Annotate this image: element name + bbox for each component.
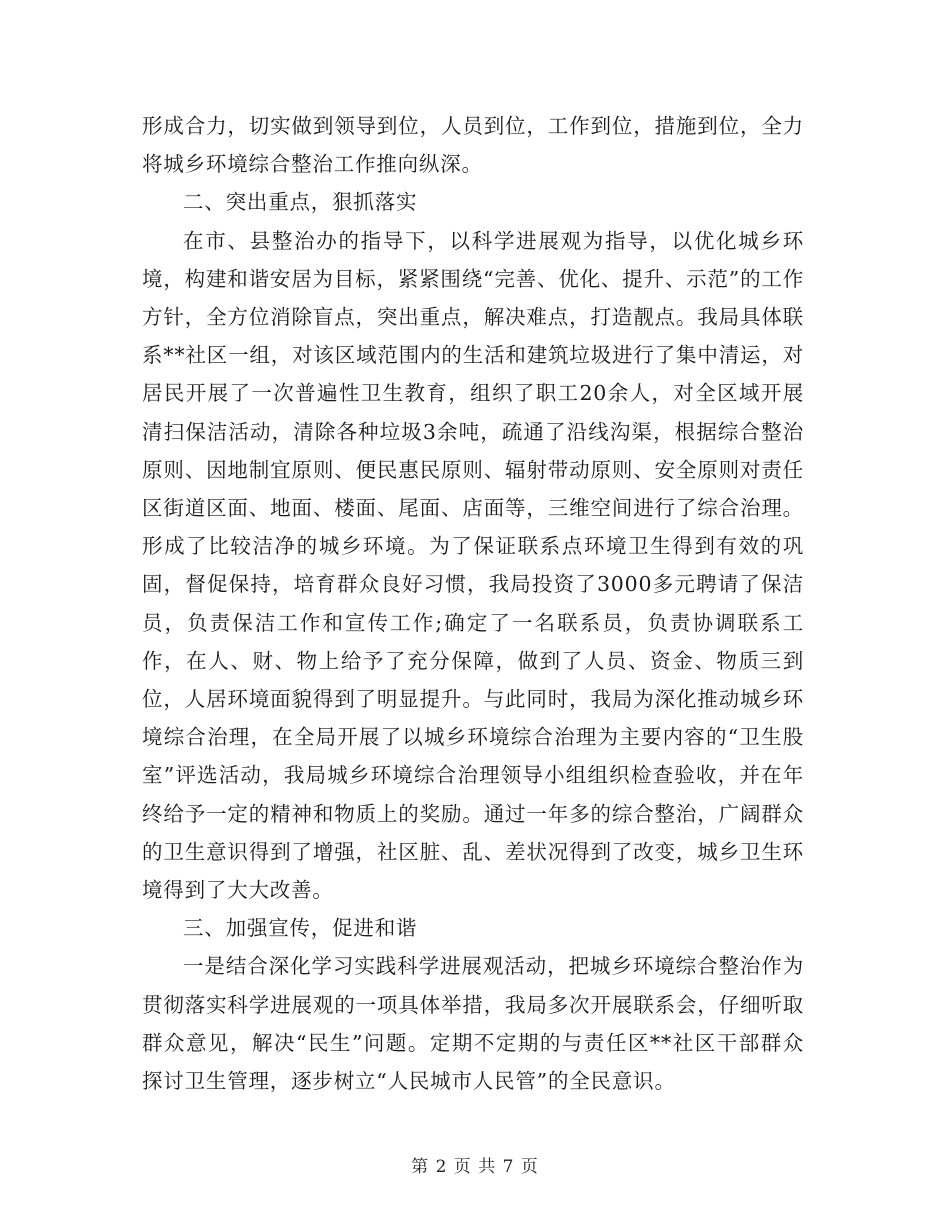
- document-body: [142, 107, 804, 1100]
- paragraph-section-2: 在市、县整治办的指导下，以科学进展观为指导，以优化城乡环境，构建和谐安居为目标，紧紧围绕“完善、优化、提升、示范”的工作方针，全方位消除盲点，突出重点，解决难点，打造靓点。我局具体联系**社区一组，对该区域范围内的生活和建筑垃圾进行了集中清运，对居民开展了一次普遍性卫生教育，组织了职工20余人，对全区域开展清扫保洁活动，清除各种垃圾3余吨，疏通了沿线沟渠，根据综合整治原则、因地制宜原则、便民惠民原则、辐射带动原则、安全原则对责任区街道区面、地面、楼面、尾面、店面等，三维空间进行了综合治理。形成了比较洁净的城乡环境。为了保证联系点环境卫生得到有效的巩固，督促保持，培育群众良好习惯，我局投资了3000多元聘请了保洁员，负责保洁工作和宣传工作;确定了一名联系员，负责协调联系工作，在人、财、物上给予了充分保障，做到了人员、资金、物质三到位，人居环境面貌得到了明显提升。与此同时，我局为深化推动城乡环境综合治理，在全局开展了以城乡环境综合治理为主要内容的“卫生股室”评选活动，我局城乡环境综合治理领导小组组织检查验收，并在年终给予一定的精神和物质上的奖励。通过一年多的综合整治，广阔群众的卫生意识得到了增强，社区脏、乱、差状况得到了改变，城乡卫生环境得到了大大改善。: [142, 228, 804, 903]
- paragraph-section-3: 一是结合深化学习实践科学进展观活动，把城乡环境综合整治作为贯彻落实科学进展观的一项具体举措，我局多次开展联系会，仔细听取群众意见，解决“民生”问题。定期不定期的与责任区**社区干部群众探讨卫生管理，逐步树立“人民城市人民管”的全民意识。: [142, 954, 804, 1094]
- paragraph-continuation: 形成合力，切实做到领导到位，人员到位，工作到位，措施到位，全力将城乡环境综合整治工作推向纵深。: [142, 114, 804, 177]
- section-heading-3: 三、加强宣传，促进和谐: [183, 916, 418, 941]
- page-footer: 第 2 页 共 7 页: [411, 1157, 539, 1177]
- section-heading-2: 二、突出重点，狠抓落实: [183, 190, 418, 215]
